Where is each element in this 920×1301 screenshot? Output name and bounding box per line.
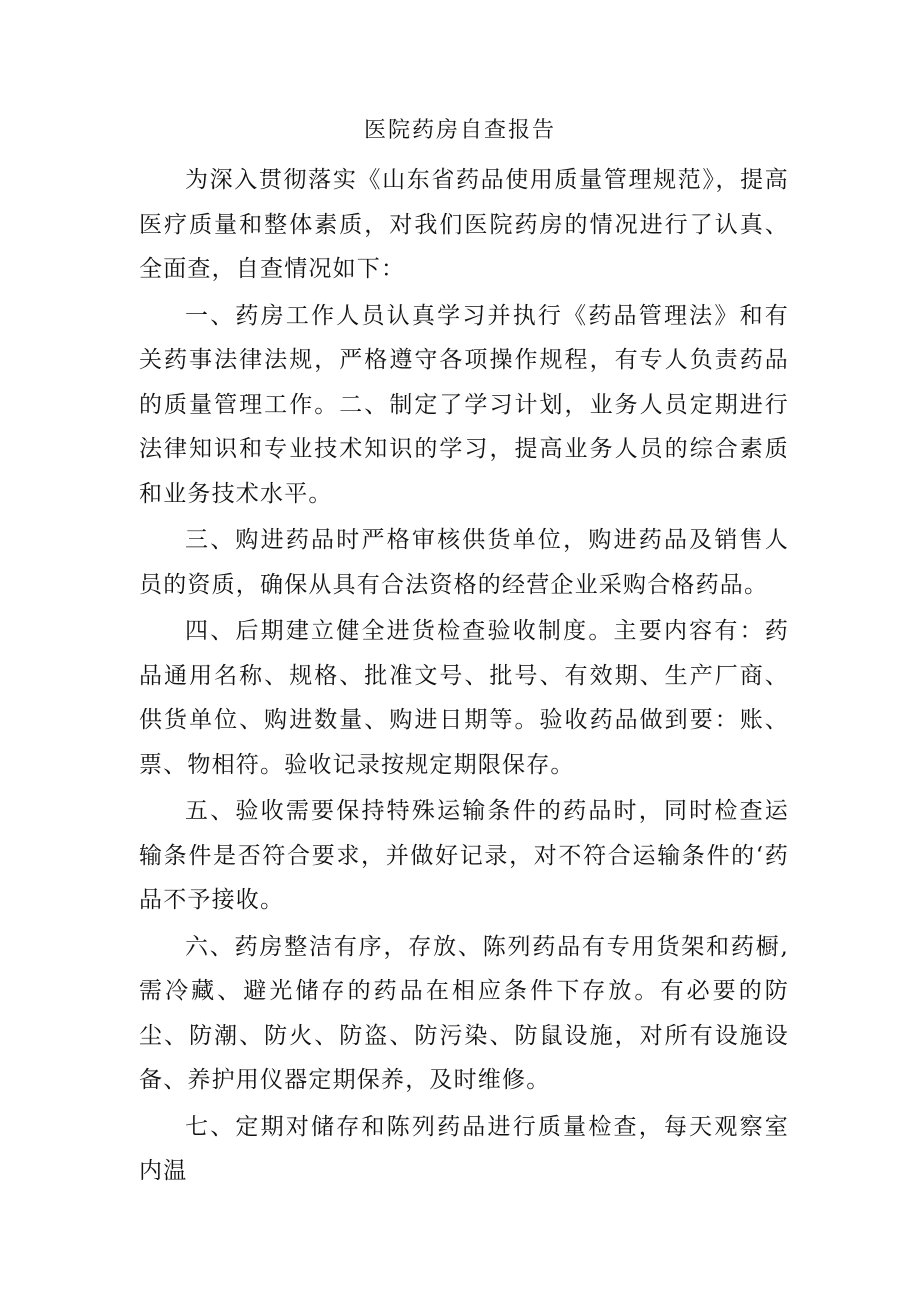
paragraph-item-1-2: 一、药房工作人员认真学习并执行《药品管理法》和有关药事法律法规，严格遵守各项操作规程，有专人负责药品的质量管理工作。二、制定了学习计划，业务人员定期进行法律知识和专业技术知识的学习，提高业务人员的综合素质和业务技术水平。 (139, 302, 789, 507)
paragraph-item-6: 六、药房整洁有序，存放、陈列药品有专用货架和药橱,需冷藏、避光储存的药品在相应条件下存放。有必要的防尘、防潮、防火、防盗、防污染、防鼠设施，对所有设施设备、养护用仪器定期保养，及时维修。 (139, 933, 789, 1093)
document-body (139, 158, 789, 1194)
paragraph-intro: 为深入贯彻落实《山东省药品使用质量管理规范》，提高医疗质量和整体素质，对我们医院药房的情况进行了认真、全面查，自查情况如下： (139, 167, 789, 282)
paragraph-item-7: 七、定期对储存和陈列药品进行质量检查，每天观察室内温 (139, 1113, 789, 1184)
paragraph-item-3: 三、购进药品时严格审核供货单位，购进药品及销售人员的资质，确保从具有合法资格的经营企业采购合格药品。 (139, 527, 789, 598)
document-title: 医院药房自查报告 (363, 118, 556, 143)
paragraph-item-5: 五、验收需要保持特殊运输条件的药品时，同时检查运输条件是否符合要求，并做好记录，对不符合运输条件的‘药品不予接收。 (139, 798, 789, 913)
paragraph-item-4: 四、后期建立健全进货检查验收制度。主要内容有：药品通用名称、规格、批准文号、批号、有效期、生产厂商、供货单位、购进数量、购进日期等。验收药品做到要：账、票、物相符。验收记录按规定期限保存。 (139, 618, 789, 778)
